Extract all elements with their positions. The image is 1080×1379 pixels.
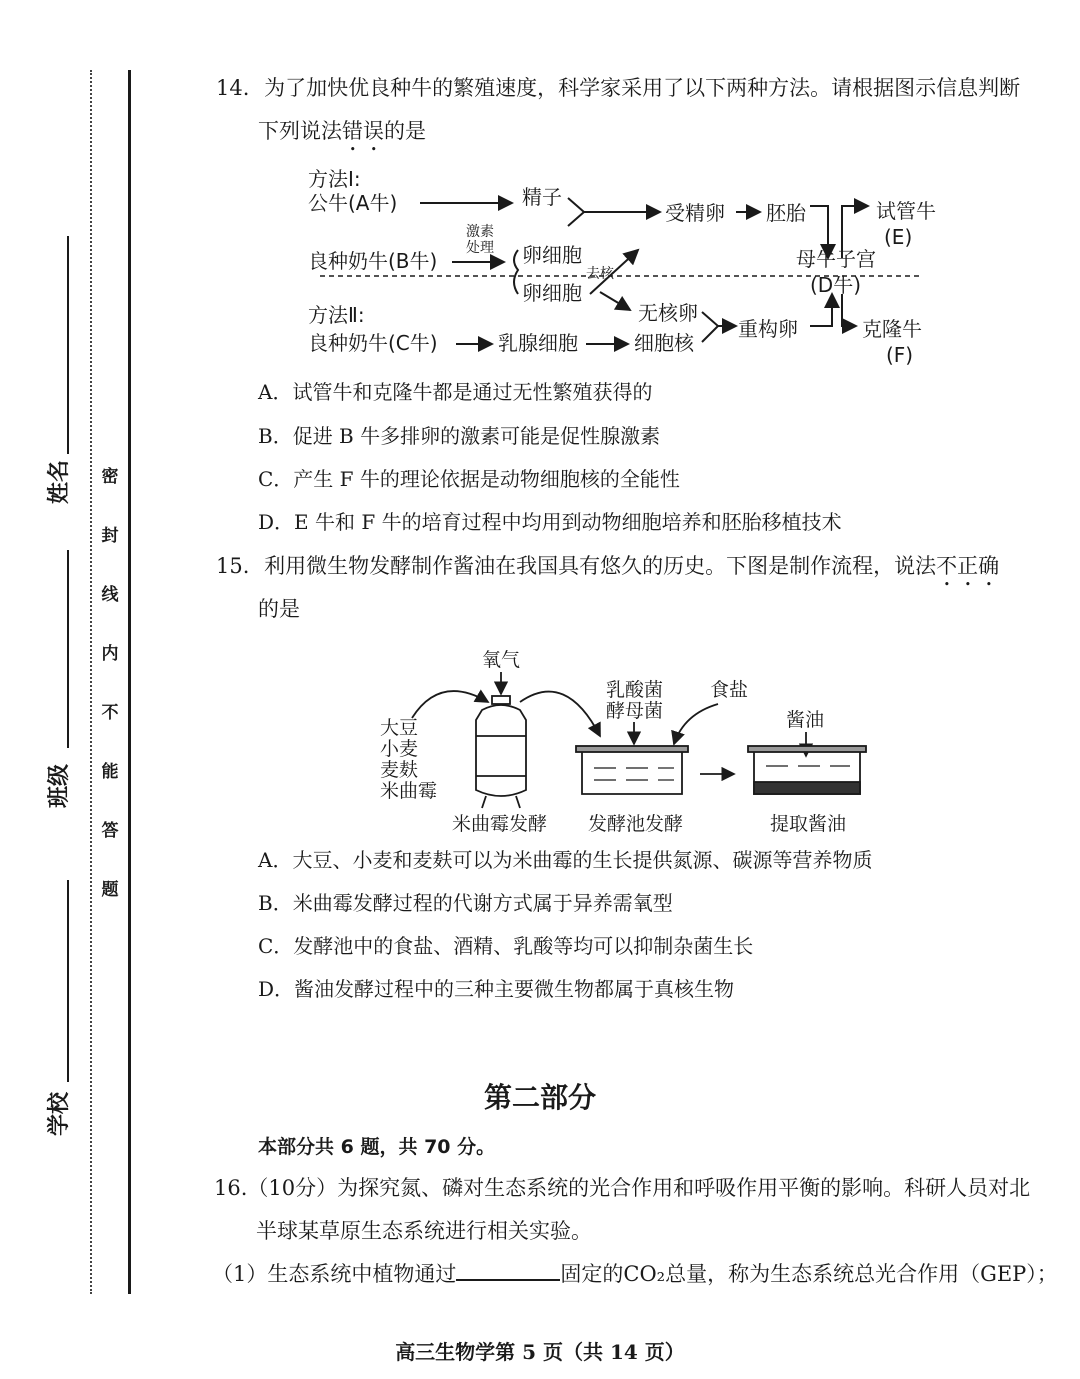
oocyte2-label: 卵细胞: [522, 281, 582, 305]
hormone-label-1: 激素: [466, 224, 494, 240]
seal-char: 不: [101, 703, 119, 723]
hormone-label-2: 处理: [466, 240, 494, 256]
q15-stem-pre: 利用微生物发酵制作酱油在我国具有悠久的历史。下图是制作流程，说法: [264, 554, 937, 578]
q16-sub1-pre: （1）生态系统中植物通过: [212, 1262, 457, 1286]
step2-label: 发酵池发酵: [588, 813, 684, 835]
q14-option-a[interactable]: A．试管牛和克隆牛都是通过无性繁殖获得的: [258, 380, 653, 404]
q15-number: 15.: [216, 554, 250, 578]
bull-a-label: 公牛(A牛): [308, 191, 398, 215]
name-label: 姓名: [47, 459, 72, 504]
sperm-label: 精子: [522, 185, 562, 209]
method1-label: 方法Ⅰ:: [308, 167, 361, 191]
enucleate-label: 去核: [586, 266, 614, 282]
q16-stem-line2: 半球某草原生态系统进行相关实验。: [256, 1219, 592, 1243]
cloned-calf-label: 克隆牛: [862, 317, 922, 341]
raw-wheat: 小麦: [380, 738, 419, 760]
q15-option-c[interactable]: C．发酵池中的食盐、酒精、乳酸等均可以抑制杂菌生长: [258, 934, 754, 958]
aspergillus-fermenter-icon: [476, 696, 526, 808]
name-field[interactable]: [36, 236, 86, 516]
raw-bran: 麦麸: [380, 759, 419, 781]
raw-soybean: 大豆: [380, 717, 419, 739]
seal-char: 内: [101, 644, 119, 664]
raw-aspergillus: 米曲霉: [380, 780, 438, 802]
yeast-label: 酵母菌: [606, 700, 664, 722]
seal-char: 封: [101, 526, 119, 546]
q15-stem-emphasis: 不正确: [936, 554, 1000, 578]
cow-c-label: 良种奶牛(C牛): [308, 331, 438, 355]
label-e: (E): [884, 225, 913, 249]
seal-char: 能: [101, 762, 119, 782]
reconstructed-egg-label: 重构卵: [738, 317, 798, 341]
part2-intro: 本部分共 6 题，共 70 分。: [258, 1136, 496, 1158]
step1-label: 米曲霉发酵: [452, 813, 548, 835]
oocyte-label: 卵细胞: [522, 243, 582, 267]
enucleated-egg-label: 无核卵: [638, 301, 698, 325]
q14-stem-post: 的是: [384, 119, 426, 143]
q14-diagram: [290, 160, 940, 370]
q14-stem-line2: [258, 116, 426, 156]
q15-stem-line1: [216, 551, 999, 591]
school-label: 学校: [47, 1091, 72, 1136]
part2-title: 第二部分: [483, 1081, 596, 1114]
embryo-label: 胚胎: [766, 201, 806, 225]
class-field[interactable]: [36, 550, 86, 810]
salt-label: 食盐: [710, 679, 749, 701]
fermentation-tank-icon: [576, 746, 688, 794]
method2-label: 方法Ⅱ:: [308, 303, 365, 327]
class-label: 班级: [47, 763, 72, 808]
oxygen-label: 氧气: [482, 649, 521, 671]
nucleus-label: 细胞核: [634, 331, 694, 355]
q16-sub1: [212, 1259, 1058, 1289]
seal-char: 线: [101, 585, 119, 605]
test-tube-calf-label: 试管牛: [876, 199, 936, 223]
q15-stem-line2: 的是: [258, 597, 300, 621]
q14-number: 14.: [216, 76, 250, 100]
seal-char: 答: [101, 821, 119, 841]
seal-notice: [99, 462, 121, 900]
mammary-cell-label: 乳腺细胞: [498, 331, 578, 355]
q16-number: 16.（10分）: [214, 1176, 338, 1200]
q16-sub1-post: 固定的CO₂总量，称为生态系统总光合作用（GEP）；: [560, 1262, 1058, 1286]
label-f: (F): [886, 343, 914, 367]
q16-stem-text: 为探究氮、磷对生态系统的光合作用和呼吸作用平衡的影响。科研人员对北: [337, 1176, 1031, 1200]
cow-b-label: 良种奶牛(B牛): [308, 249, 438, 273]
q14-stem-line1: [216, 73, 1020, 103]
q15-option-a[interactable]: A．大豆、小麦和麦麸可以为米曲霉的生长提供氮源、碳源等营养物质: [258, 848, 873, 872]
lactic-bacteria-label: 乳酸菌: [606, 679, 664, 701]
q14-stem-pre: 下列说法: [258, 119, 342, 143]
seal-char: 题: [101, 880, 119, 900]
fertilized-egg-label: 受精卵: [665, 201, 725, 225]
q15-option-d[interactable]: D．酱油发酵过程中的三种主要微生物都属于真核生物: [258, 977, 735, 1001]
surrogate-uterus-label: 母牛子宫: [796, 247, 876, 271]
q16-sub1-blank[interactable]: [456, 1259, 560, 1281]
step3-label: 提取酱油: [770, 813, 847, 835]
page-footer: 高三生物学第 5 页（共 14 页）: [395, 1340, 685, 1364]
soy-sauce-label: 酱油: [786, 709, 825, 731]
q14-option-b[interactable]: B．促进 B 牛多排卵的激素可能是促性腺激素: [258, 424, 661, 448]
q14-option-c[interactable]: C．产生 F 牛的理论依据是动物细胞核的全能性: [258, 467, 680, 491]
q16-stem-line1: [214, 1173, 1030, 1203]
q15-diagram: [370, 640, 890, 840]
q14-stem-emphasis: 错误: [342, 119, 384, 143]
q14-stem-text: 为了加快优良种牛的繁殖速度，科学家采用了以下两种方法。请根据图示信息判断: [264, 76, 1021, 100]
q14-option-d[interactable]: D．E 牛和 F 牛的培育过程中均用到动物细胞培养和胚胎移植技术: [258, 510, 842, 534]
seal-char: 密: [101, 467, 119, 487]
soy-sauce-extraction-icon: [748, 746, 866, 794]
label-d: (D牛): [810, 273, 862, 297]
q15-option-b[interactable]: B．米曲霉发酵过程的代谢方式属于异养需氧型: [258, 891, 673, 915]
